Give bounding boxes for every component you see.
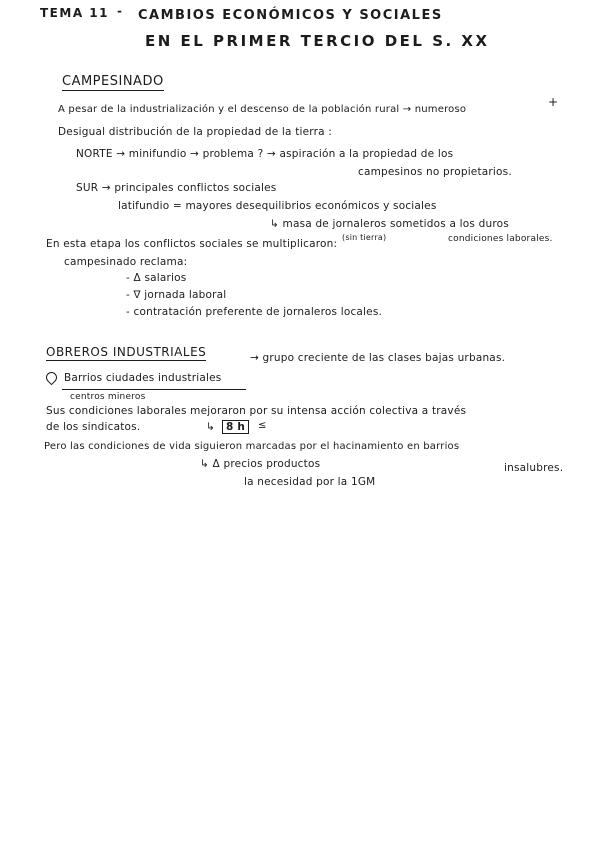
barrios-line: Barrios ciudades industriales <box>64 372 222 384</box>
centros-line: centros mineros <box>70 392 146 402</box>
condiciones-laborales-line: Sus condiciones laborales mejoraron por su intensa acción colectiva a través <box>46 405 467 417</box>
masa-line: ↳ masa de jornaleros sometidos a los duros <box>270 218 509 230</box>
etapa-line: En esta etapa los conflictos sociales se multiplicaron: <box>46 238 338 250</box>
latifundio-line: latifundio = mayores desequilibrios económicos y sociales <box>118 200 437 212</box>
norte-continuation: campesinos no propietarios. <box>358 166 512 178</box>
list-item: - ∇ jornada laboral <box>126 289 227 301</box>
title-line-1: CAMBIOS ECONÓMICOS Y SOCIALES <box>138 8 443 23</box>
tema-dash: - <box>117 4 124 18</box>
condiciones-line: condiciones laborales. <box>448 234 553 244</box>
title-line-2: EN EL PRIMER TERCIO DEL S. XX <box>145 32 490 50</box>
plus-mark: + <box>548 95 559 109</box>
list-item: - contratación preferente de jornaleros locales. <box>126 306 383 318</box>
obreros-heading: OBREROS INDUSTRIALES <box>46 345 207 359</box>
emphasis-marks: ≤ <box>258 420 267 431</box>
sin-tierra-note: (sin tierra) <box>342 233 387 242</box>
reclama-line: campesinado reclama: <box>64 256 188 268</box>
list-item: - Δ salarios <box>126 272 187 284</box>
norte-line: NORTE → minifundio → problema ? → aspiración a la propiedad de los <box>76 148 454 160</box>
precios-line: ↳ Δ precios productos <box>200 458 321 470</box>
tema-label: TEMA 11 <box>40 6 109 20</box>
location-pin-icon <box>44 370 60 386</box>
sur-line: SUR → principales conflictos sociales <box>76 182 277 194</box>
grupo-line: → grupo creciente de las clases bajas urbanas. <box>250 352 506 364</box>
eight-hours-box: 8 h <box>222 420 249 434</box>
vida-line: Pero las condiciones de vida siguieron marcadas por el hacinamiento en barrios <box>44 441 460 452</box>
sindicatos-line: de los sindicatos. <box>46 421 141 433</box>
campesinado-line-1: A pesar de la industrialización y el descenso de la población rural → numeroso <box>58 104 467 115</box>
campesinado-heading: CAMPESINADO <box>62 74 164 89</box>
barrios-divider <box>62 389 246 390</box>
sindicatos-arrow: ↳ <box>206 421 215 433</box>
necesidad-line: la necesidad por la 1GM <box>244 476 376 488</box>
campesinado-line-2: Desigual distribución de la propiedad de la tierra : <box>58 126 333 138</box>
insalubres-line: insalubres. <box>504 462 564 474</box>
